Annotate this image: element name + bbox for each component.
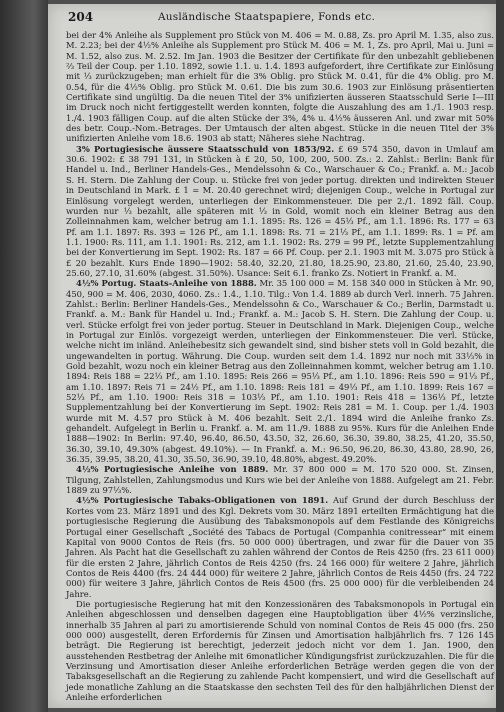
page-header <box>68 10 488 26</box>
page-number: 204 <box>68 10 94 24</box>
running-title: Ausländische Staatspapiere, Fonds etc. <box>158 11 375 23</box>
paragraph-text: Mr. 35 100 000 = M. 158 340 000 in Stücken à Mr. 90, 450, 900 = M. 406, 2030, 4060. Zs.: 1.4., 1.10. Tilg.: Von 1.4. 1889 ab durch Verl. innerh. 75 Jahren. Zahlst.: Berlin: Berliner Handels-Ges., Mendelssohn & Co., Warschauer & Co.; Berlin, Darmstadt u. Frankf. a. M.: Bank für Handel u. Ind.; Frankf. a. M.: Jacob S. H. Stern. Die Zahlung der Coup. u. verl. Stücke erfolgt frei von jeder portug. Steuer in Deutschland in Mark. Diejenigen Coup., welche in Portugal zur Einlös. vorgezeigt werden, unterliegen der Einkommensteuer. Die verl. Stücke, welche nicht im inländ. Anleihebesitz sich gewandelt sind, sind bisher stets voll in Gold bezahlt, die ungewandelten in portug. Währung. Die Coup. wurden seit dem 1.4. 1892 nur noch mit 33⅓% in Gold bezahlt, wozu noch ein kleiner Betrag aus den Zolleinnahmen kommt, welcher betrug am 1.10. 1894: Reis 188 = 22⅓ Pf., am 1.10. 1895: Reis 266 = 95⅓ Pf., am 1.10. 1896: Reis 590 = 91⅓ Pf., am 1.10. 1897: Reis 71 = 24½ Pf., am 1.10. 1898: Reis 181 = 49⅓ Pf., am 1.10. 1899: Reis 167 = 52⅓ Pf., am 1.10. 1900: Reis 318 = 103⅓ Pf., am 1.10. 1901: Reis 418 = 136⅓ Pf., letzte Supplementzahlung bei der Konvertierung im Sept. 1902: Reis 281 = M. 1. Coup. per 1./4. 1903 wurde mit M. 4.57 pro Stück à M. 406 bezahlt. Seit 2./1. 1894 wird die Anleihe franko Zs. gehandelt. Aufgelegt in Berlin u. Frankf. a. M. am 11./9. 1888 zu 95%. Kurs für die Anleihen Ende 1888—1902: In Berlin: 97.40, 96.40, 86.50, 43.50, 32, 26.60, 36.30, 39.80, 38.25, 41.20, 35.50, 36.30, 39.10, 49.30% (abgest. 49.10%). — In Frankf. a. M.: 96.50, 96.20, 86.30, 43.80, 28.90, 26, 36.35, 39.95, 38.20, 41.30, 35.50, 36.90, 39.10, 48.80%, abgest. 49.20%. <box>66 278 494 465</box>
paragraph-text: Mr. 37 800 000 = M. 170 520 000. St. Zinsen, Tilgung, Zahlstellen, Zahlungsmodus und Kurs wie bei der Anleihe von 1888. Aufgelegt am 21. Febr. 1889 zu 97⅓%. <box>66 464 494 496</box>
body-text <box>66 30 494 702</box>
section-heading: 3% Portugiesische äussere Staatsschuld von 1853/92. <box>76 143 335 154</box>
section-heading: 4½% Portugiesische Anleihe von 1889. <box>76 464 269 475</box>
paragraph <box>66 144 494 278</box>
paragraph <box>66 495 494 598</box>
section-heading: 4½% Portugiesische Tabaks-Obligationen von 1891. <box>76 495 329 506</box>
paragraph <box>66 278 494 464</box>
paragraph <box>66 30 494 144</box>
paragraph-text: £ 69 574 350, davon in Umlauf am 30.6. 1902: £ 38 791 131, in Stücken à £ 20, 50, 100, 200, 500. Zs.: 2. Zahlst.: Berlin: Bank für Handel u. Ind., Berliner Handels-Ges., Mendelssohn & Co., Warschauer & Co.; Frankf. a. M.: Jacob S. H. Stern. Die Zahlung der Coup. u. Stücke frei von jeder portug. direkten und indirekten Steuer in Deutschland in Mark. £ 1 = M. 20.40 gerechnet wird; diejenigen Coup., welche in Portugal zur Einlösung vorgelegt werden, unterliegen der Einkommensteuer. Die per 2./1. 1892 fäll. Coup. wurden nur ⅓ bezahlt, alle späteren mit ⅓ in Gold, womit noch ein kleiner Betrag aus den Zolleinnahmen kam, welcher betrug am 1.1. 1895: Rs. 126 = 45⅓ Pf., am 1.1. 1896: Rs. 177 = 63 Pf. am 1.1. 1897: Rs. 393 = 126 Pf., am 1.1. 1898: Rs. 71 = 21⅓ Pf., am 1.1. 1899: Rs. 1 = Pf. am 1.1. 1900: Rs. 111, am 1.1. 1901: Rs. 212, am 1.1. 1902: Rs. 279 = 99 Pf., letzte Supplementzahlung bei der Konvertierung im Sept. 1902: Rs. 187 = 66 Pf. Coup. per 2.1. 1903 mit M. 3.075 pro Stück à £ 20 bezahlt. Kurs Ende 1890—1902: 58.40, 32.20, 21.80, 18.25.90, 23.80, 21.60, 25.40, 23.90, 25.60, 27.10, 31.60% (abgest. 31.50%). Usance: Seit 6.1. franko Zs. Notiert in Frankf. a. M. <box>66 143 494 278</box>
book-page <box>48 4 496 708</box>
paragraph-text: bei der 4% Anleihe als Supplement pro Stück von M. 406 = M. 0.88, Zs. pro April M. 1.35, also zus. M. 2.23; bei der 4½% Anleihe als Supplement pro Stück M. 406 = M. 1, Zs. pro April, Mai u. Juni = M. 1.52, also zus. M. 2.52. Im Jan. 1903 die Besitzer der Certifikate für den unbezahlt gebliebenen ⅔ Teil der Coup. per 1.10. 1892, sowie 1.1. u. 1.4. 1893 aufgefordert, ihre Certifikate zur Einlösung mit ⅓ zurückzugeben; man erhielt für die 3% Oblig. pro Stück M. 0.41, für die 4% Oblig. pro M. 0.54, für die 4½% Oblig. pro Stück M. 0.61. Die bis zum 30.6. 1903 zur Einlösung präsentierten Certifikate sind ungültig. Da die neuen Titel der 3% unifizierten äusseren Staatsschuld Serie I—III im Druck noch nicht fertiggestellt werden konnten, folgte die Auszahlung des am 1./1. 1903 resp. 1./4. 1903 fälligen Coup. auf die alten Stücke der 3%, 4% u. 4½% äusseren Anl. und zwar mit 50% des betr. Coup.-Nom.-Betrages. Der Umtausch der alten abgest. Stücke in die neuen Titel der 3% unifizierten Anleihe vom 18.6. 1903 ab statt; Näheres siehe Nachtrag. <box>66 30 494 144</box>
paragraph-text: Auf Grund der durch Beschluss der Kortes vom 23. März 1891 und des Kgl. Dekrets vom 30. März 1891 erteilten Ermächtigung hat die portugiesische Regierung die Ausübung des Tabaksmonopols auf dem Festlande des Königreichs Portugal einer Gesellschaft „Société des Tabacs de Portugal (Companhia conitressear“ mit einem Kapital von 9000 Contos de Reis (frs. 50 000 000) übertragen, und zwar für die Dauer von 35 Jahren. Als Pacht hat die Gesellschaft zu zahlen während der Contos de Reis 4250 (frs. 23 611 000) für die ersten 2 Jahre, jährlich Contos de Reis 4250 (frs. 24 166 000) für weitere 2 Jahre, jährlich Contos de Reis 4400 (frs. 24 444 000) für weitere 2 Jahre, jährlich Contos de Reis 4450 (frs. 24 722 000) für weitere 3 Jahre, jährlich Contos de Reis 4500 (frs. 25 000 000) für die verbleibenden 24 Jahre. <box>66 495 494 599</box>
paragraph <box>66 464 494 495</box>
page-edge-shadow <box>496 0 504 712</box>
section-heading: 4½% Portug. Staats-Anleihe von 1888. <box>76 278 257 289</box>
paragraph-text: Die portugiesische Regierung hat mit den Konzessionären des Tabaksmonopols in Portugal ein Anleihen abgeschlossen und denselben dagegen eine Hauptobligation über 4½% verzinsliche, innerhalb 35 Jahren al pari zu amortisierende Schuld von nominal Contos de Reis 45 000 (frs. 250 000 000) ausgestellt, deren Erfordernis für Zinsen und Amortisation halbjährlich frs. 7 126 145 beträgt. Die Regierung ist berechtigt, jederzeit jedoch nicht vor dem 1. Jan. 1900, den ausstehenden Restbetrag der Anleihe mit 6monatlicher Kündigungsfrist zurückzuzahlen. Die für die Verzinsung und Amortisation dieser Anleihe erforderlichen Beträge werden gegen die von der Tabaksgesellschaft an die Regierung zu zahlende Pacht kompensiert, und wird die Gesellschaft auf jede monatliche Zahlung an die Staatskasse den sechsten Teil des für den halbjährlichen Dienst der Anleihe erforderlichen <box>66 598 494 702</box>
book-binding-shadow <box>0 0 48 712</box>
paragraph <box>66 599 494 702</box>
